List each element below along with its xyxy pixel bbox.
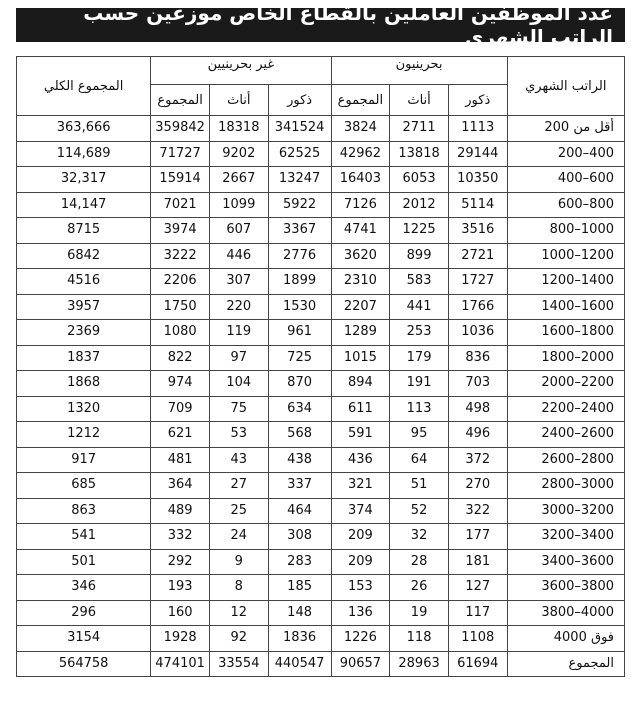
non-bahraini-females-cell: 25	[209, 498, 268, 524]
bahraini-total-cell: 321	[331, 473, 390, 499]
bahraini-males-cell: 61694	[448, 651, 507, 677]
non-bahraini-males-cell: 440547	[268, 651, 331, 677]
bahraini-males-cell: 1108	[448, 626, 507, 652]
bahraini-females-cell: 32	[390, 524, 449, 550]
grand-total-cell: 14,147	[17, 192, 151, 218]
bahraini-females-cell: 51	[390, 473, 449, 499]
non-bahraini-males-cell: 337	[268, 473, 331, 499]
bahraini-total-cell: 4741	[331, 218, 390, 244]
bahraini-males-cell: 498	[448, 396, 507, 422]
grand-total-cell: 4516	[17, 269, 151, 295]
grand-total-cell: 346	[17, 575, 151, 601]
non-bahraini-males-cell: 1530	[268, 294, 331, 320]
table-row	[17, 116, 625, 142]
bahraini-males-cell: 1727	[448, 269, 507, 295]
bahraini-females-cell: 583	[390, 269, 449, 295]
table-row	[17, 294, 625, 320]
bahraini-males-cell: 177	[448, 524, 507, 550]
non-bahraini-males-cell: 2776	[268, 243, 331, 269]
bahraini-total-cell: 2207	[331, 294, 390, 320]
bahraini-total-cell: 374	[331, 498, 390, 524]
non-bahraini-males-cell: 961	[268, 320, 331, 346]
header-bahraini-total: المجموع	[331, 85, 390, 116]
non-bahraini-males-cell: 870	[268, 371, 331, 397]
bahraini-females-cell: 2012	[390, 192, 449, 218]
table-row	[17, 473, 625, 499]
non-bahraini-males-cell: 438	[268, 447, 331, 473]
bahraini-males-cell: 1766	[448, 294, 507, 320]
salary-cell: 3600–3400	[507, 549, 624, 575]
bahraini-females-cell: 95	[390, 422, 449, 448]
bahraini-males-cell: 372	[448, 447, 507, 473]
header-non-bahraini-males: ذكور	[268, 85, 331, 116]
non-bahraini-total-cell: 160	[151, 600, 210, 626]
non-bahraini-males-cell: 1836	[268, 626, 331, 652]
table-row	[17, 422, 625, 448]
header-grand-total: المجموع الكلي	[17, 57, 151, 116]
non-bahraini-females-cell: 43	[209, 447, 268, 473]
salary-cell: فوق 4000	[507, 626, 624, 652]
table-row	[17, 651, 625, 677]
table-row	[17, 243, 625, 269]
non-bahraini-total-cell: 489	[151, 498, 210, 524]
non-bahraini-males-cell: 13247	[268, 167, 331, 193]
non-bahraini-total-cell: 621	[151, 422, 210, 448]
non-bahraini-females-cell: 1099	[209, 192, 268, 218]
header-non-bahraini-females: أناث	[209, 85, 268, 116]
header-bahraini: بحرينيون	[331, 57, 507, 85]
grand-total-cell: 2369	[17, 320, 151, 346]
non-bahraini-males-cell: 5922	[268, 192, 331, 218]
table-row	[17, 345, 625, 371]
bahraini-total-cell: 1015	[331, 345, 390, 371]
grand-total-cell: 1212	[17, 422, 151, 448]
salary-cell: 1400–1200	[507, 269, 624, 295]
bahraini-total-cell: 209	[331, 524, 390, 550]
salary-cell: 1800–1600	[507, 320, 624, 346]
bahraini-total-cell: 3620	[331, 243, 390, 269]
non-bahraini-females-cell: 119	[209, 320, 268, 346]
non-bahraini-total-cell: 474101	[151, 651, 210, 677]
bahraini-females-cell: 52	[390, 498, 449, 524]
non-bahraini-total-cell: 292	[151, 549, 210, 575]
grand-total-cell: 3957	[17, 294, 151, 320]
non-bahraini-total-cell: 1928	[151, 626, 210, 652]
non-bahraini-females-cell: 27	[209, 473, 268, 499]
non-bahraini-total-cell: 3974	[151, 218, 210, 244]
bahraini-total-cell: 3824	[331, 116, 390, 142]
salary-distribution-table	[16, 56, 625, 677]
table-body	[17, 116, 625, 677]
header-non-bahraini: غير بحرينيين	[151, 57, 331, 85]
non-bahraini-total-cell: 364	[151, 473, 210, 499]
salary-cell: 600–400	[507, 167, 624, 193]
grand-total-cell: 541	[17, 524, 151, 550]
salary-cell: 1200–1000	[507, 243, 624, 269]
non-bahraini-total-cell: 481	[151, 447, 210, 473]
non-bahraini-total-cell: 193	[151, 575, 210, 601]
bahraini-females-cell: 64	[390, 447, 449, 473]
bahraini-males-cell: 836	[448, 345, 507, 371]
non-bahraini-females-cell: 104	[209, 371, 268, 397]
table-row	[17, 626, 625, 652]
bahraini-males-cell: 3516	[448, 218, 507, 244]
non-bahraini-females-cell: 2667	[209, 167, 268, 193]
bahraini-males-cell: 270	[448, 473, 507, 499]
bahraini-total-cell: 136	[331, 600, 390, 626]
non-bahraini-females-cell: 607	[209, 218, 268, 244]
bahraini-females-cell: 899	[390, 243, 449, 269]
non-bahraini-total-cell: 15914	[151, 167, 210, 193]
grand-total-cell: 564758	[17, 651, 151, 677]
bahraini-males-cell: 127	[448, 575, 507, 601]
non-bahraini-males-cell: 341524	[268, 116, 331, 142]
table-row	[17, 269, 625, 295]
bahraini-total-cell: 2310	[331, 269, 390, 295]
salary-cell: 400–200	[507, 141, 624, 167]
non-bahraini-females-cell: 33554	[209, 651, 268, 677]
bahraini-females-cell: 191	[390, 371, 449, 397]
non-bahraini-total-cell: 709	[151, 396, 210, 422]
non-bahraini-females-cell: 220	[209, 294, 268, 320]
salary-cell: 1000–800	[507, 218, 624, 244]
bahraini-females-cell: 118	[390, 626, 449, 652]
table-row	[17, 141, 625, 167]
non-bahraini-total-cell: 7021	[151, 192, 210, 218]
salary-cell: 3800–3600	[507, 575, 624, 601]
table-row	[17, 320, 625, 346]
header-bahraini-females: أناث	[390, 85, 449, 116]
bahraini-males-cell: 10350	[448, 167, 507, 193]
bahraini-females-cell: 1225	[390, 218, 449, 244]
non-bahraini-males-cell: 1899	[268, 269, 331, 295]
table-row	[17, 498, 625, 524]
salary-cell: 3400–3200	[507, 524, 624, 550]
salary-cell: 3000–2800	[507, 473, 624, 499]
bahraini-total-cell: 1226	[331, 626, 390, 652]
non-bahraini-total-cell: 2206	[151, 269, 210, 295]
bahraini-total-cell: 90657	[331, 651, 390, 677]
non-bahraini-total-cell: 1750	[151, 294, 210, 320]
bahraini-females-cell: 441	[390, 294, 449, 320]
non-bahraini-total-cell: 332	[151, 524, 210, 550]
non-bahraini-total-cell: 71727	[151, 141, 210, 167]
table-row	[17, 167, 625, 193]
grand-total-cell: 1837	[17, 345, 151, 371]
table-title: عدد الموظفين العاملين بالقطاع الخاص موزعين حسب الراتب الشهري	[16, 8, 625, 42]
bahraini-total-cell: 611	[331, 396, 390, 422]
table-row	[17, 218, 625, 244]
non-bahraini-females-cell: 8	[209, 575, 268, 601]
grand-total-cell: 501	[17, 549, 151, 575]
bahraini-total-cell: 42962	[331, 141, 390, 167]
bahraini-females-cell: 28	[390, 549, 449, 575]
grand-total-cell: 863	[17, 498, 151, 524]
non-bahraini-males-cell: 185	[268, 575, 331, 601]
salary-cell: 2200–2000	[507, 371, 624, 397]
bahraini-females-cell: 13818	[390, 141, 449, 167]
table-row	[17, 549, 625, 575]
bahraini-total-cell: 16403	[331, 167, 390, 193]
bahraini-males-cell: 496	[448, 422, 507, 448]
non-bahraini-males-cell: 283	[268, 549, 331, 575]
bahraini-males-cell: 2721	[448, 243, 507, 269]
non-bahraini-females-cell: 97	[209, 345, 268, 371]
grand-total-cell: 6842	[17, 243, 151, 269]
non-bahraini-males-cell: 308	[268, 524, 331, 550]
non-bahraini-total-cell: 822	[151, 345, 210, 371]
salary-cell: 2800–2600	[507, 447, 624, 473]
non-bahraini-males-cell: 464	[268, 498, 331, 524]
non-bahraini-females-cell: 92	[209, 626, 268, 652]
table-row	[17, 575, 625, 601]
bahraini-total-cell: 894	[331, 371, 390, 397]
grand-total-cell: 296	[17, 600, 151, 626]
salary-cell: 3200–3000	[507, 498, 624, 524]
salary-cell: أقل من 200	[507, 116, 624, 142]
grand-total-cell: 3154	[17, 626, 151, 652]
bahraini-females-cell: 6053	[390, 167, 449, 193]
bahraini-females-cell: 253	[390, 320, 449, 346]
bahraini-total-cell: 1289	[331, 320, 390, 346]
salary-cell: 4000–3800	[507, 600, 624, 626]
grand-total-cell: 8715	[17, 218, 151, 244]
non-bahraini-total-cell: 359842	[151, 116, 210, 142]
non-bahraini-males-cell: 634	[268, 396, 331, 422]
bahraini-females-cell: 179	[390, 345, 449, 371]
non-bahraini-females-cell: 18318	[209, 116, 268, 142]
header-non-bahraini-total: المجموع	[151, 85, 210, 116]
bahraini-males-cell: 5114	[448, 192, 507, 218]
bahraini-males-cell: 117	[448, 600, 507, 626]
bahraini-males-cell: 1036	[448, 320, 507, 346]
salary-cell: 2400–2200	[507, 396, 624, 422]
grand-total-cell: 917	[17, 447, 151, 473]
non-bahraini-females-cell: 24	[209, 524, 268, 550]
bahraini-total-cell: 436	[331, 447, 390, 473]
non-bahraini-males-cell: 148	[268, 600, 331, 626]
grand-total-cell: 114,689	[17, 141, 151, 167]
bahraini-total-cell: 209	[331, 549, 390, 575]
table-row	[17, 524, 625, 550]
bahraini-females-cell: 113	[390, 396, 449, 422]
non-bahraini-females-cell: 53	[209, 422, 268, 448]
non-bahraini-males-cell: 568	[268, 422, 331, 448]
salary-cell: 1600–1400	[507, 294, 624, 320]
non-bahraini-females-cell: 307	[209, 269, 268, 295]
salary-cell: 2000–1800	[507, 345, 624, 371]
table-row	[17, 447, 625, 473]
header-salary: الراتب الشهري	[507, 57, 624, 116]
bahraini-males-cell: 29144	[448, 141, 507, 167]
non-bahraini-females-cell: 9	[209, 549, 268, 575]
table-row	[17, 192, 625, 218]
non-bahraini-males-cell: 3367	[268, 218, 331, 244]
non-bahraini-females-cell: 9202	[209, 141, 268, 167]
table-row	[17, 396, 625, 422]
non-bahraini-males-cell: 62525	[268, 141, 331, 167]
grand-total-cell: 1868	[17, 371, 151, 397]
table-row	[17, 600, 625, 626]
header-bahraini-males: ذكور	[448, 85, 507, 116]
bahraini-males-cell: 1113	[448, 116, 507, 142]
bahraini-total-cell: 591	[331, 422, 390, 448]
non-bahraini-total-cell: 3222	[151, 243, 210, 269]
bahraini-females-cell: 28963	[390, 651, 449, 677]
table-row	[17, 371, 625, 397]
grand-total-cell: 685	[17, 473, 151, 499]
bahraini-males-cell: 322	[448, 498, 507, 524]
non-bahraini-males-cell: 725	[268, 345, 331, 371]
bahraini-females-cell: 19	[390, 600, 449, 626]
non-bahraini-females-cell: 75	[209, 396, 268, 422]
non-bahraini-females-cell: 446	[209, 243, 268, 269]
grand-total-cell: 32,317	[17, 167, 151, 193]
non-bahraini-females-cell: 12	[209, 600, 268, 626]
non-bahraini-total-cell: 974	[151, 371, 210, 397]
bahraini-females-cell: 2711	[390, 116, 449, 142]
bahraini-total-cell: 7126	[331, 192, 390, 218]
non-bahraini-total-cell: 1080	[151, 320, 210, 346]
bahraini-total-cell: 153	[331, 575, 390, 601]
salary-cell: المجموع	[507, 651, 624, 677]
bahraini-males-cell: 181	[448, 549, 507, 575]
bahraini-females-cell: 26	[390, 575, 449, 601]
salary-cell: 2600–2400	[507, 422, 624, 448]
grand-total-cell: 363,666	[17, 116, 151, 142]
grand-total-cell: 1320	[17, 396, 151, 422]
bahraini-males-cell: 703	[448, 371, 507, 397]
salary-cell: 800–600	[507, 192, 624, 218]
